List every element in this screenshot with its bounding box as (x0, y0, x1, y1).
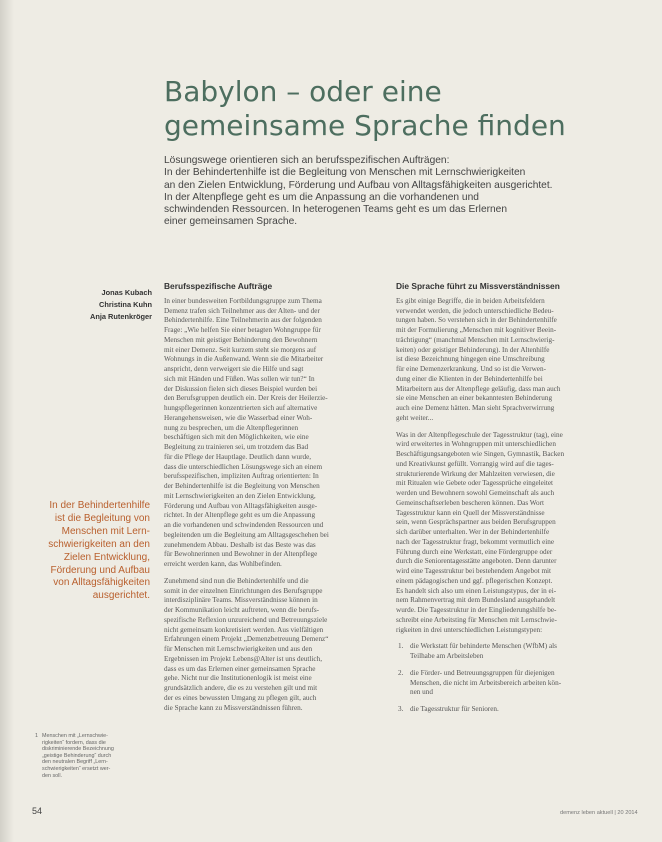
body-text-line: für die Pflege der Hauptlage. Deutlich dann wurde, (164, 452, 312, 461)
body-text-line: sich darüber unterhalten. Wer in der Behindertenhilfe (396, 528, 550, 536)
body-text-line: somit in der einzelnen Einrichtungen des Berufsgruppe (164, 586, 323, 595)
list-item-text: die Förder- und Betreuungsgruppen für diejenigen (410, 668, 555, 677)
list-item-text: die Werkstatt für behinderte Menschen (WfbM) als (410, 642, 557, 651)
body-text-line: berufsspezifischen, impliziten Auftrag orientierten: In (164, 472, 319, 481)
footnote-line: den neutralen Begriff „Lern- (42, 759, 108, 766)
body-text-line: Tagesstruktur kann ein Quell der Missverständnisse (396, 508, 545, 517)
body-text-line: und Kreativkunst gefüllt. Vorrangig wird auf die tages- (396, 459, 554, 468)
body-text-line: anspricht, denn verweigert sie die Hilfe und sagt (164, 365, 304, 373)
left-column (164, 282, 384, 713)
body-text-line: Menschen mit geistiger Behinderung den Bewohnern (164, 335, 318, 344)
list-item-number: 1. (398, 642, 404, 651)
body-text-line: Mitarbeitern aus der Altenpflege geläufig, dass man auch (396, 384, 561, 393)
body-text-line: nicht gemeinsam konkretisiert werden. Aus vielfältigen (164, 625, 324, 634)
body-text-line: Beschäftigungsangeboten wie Singen, Gymnastik, Backen (396, 450, 565, 458)
pull-quote-line: Menschen mit Lern- (61, 525, 150, 537)
body-text-line: beschäftigen sich mit den Möglichkeiten, wie eine (164, 433, 309, 442)
body-text-line: strukturierende Wirkung der Mahlzeiten verwiesen, die (396, 469, 555, 478)
paragraph-gap (396, 424, 616, 431)
footnote-line: „geistige Behinderung“ durch (42, 752, 112, 759)
pull-quote (18, 500, 150, 603)
footnote-line: schwierigkeiten“ ersetzt wer- (42, 765, 111, 772)
title-line: gemeinsame Sprache finden (164, 109, 566, 142)
body-text-line: Erfahrungen einem Projekt „Demenzbetreuung Demenz“ (164, 635, 329, 644)
lead-line: In der Behindertenhilfe ist die Begleitung von Menschen mit Lernschwierigkeiten (164, 167, 526, 179)
pull-quote-line: Zielen Entwicklung, (63, 551, 150, 563)
body-text-line: sein, wenn Gesprächspartner aus beiden Berufsgruppen (396, 518, 556, 527)
body-text-line: nem Rahmenvertrag mit dem Bundesland ausgehandelt (396, 596, 556, 605)
body-text-line: schreibt eine Arbeitsting für Menschen mit Lernschwie- (396, 615, 557, 624)
author-list (86, 287, 152, 323)
body-text-line: der Behindertenhilfe ist die Begleitung von Menschen (164, 482, 320, 490)
body-text-line: richtet. In der Altenpflege geht es um die Anpassung (164, 511, 316, 520)
body-text-line: mit der Formulierung „Menschen mit kognitiver Beein- (396, 326, 557, 334)
author-name: Anja Rutenkröger (89, 312, 152, 321)
right-column (396, 282, 616, 715)
body-text-line: wird erweitertes in Wohngruppen mit unterschiedlichen (396, 440, 556, 449)
body-text-line: Gemeinschaftserleben bescheren können. Das Wort (396, 498, 544, 507)
paragraph-gap (396, 698, 616, 705)
paragraph-gap (396, 662, 616, 669)
list-item-line (396, 679, 616, 689)
list-item-line (396, 705, 616, 715)
section-heading: Berufsspezifische Aufträge (164, 281, 273, 291)
list-item-text: nen und (410, 688, 433, 697)
body-text-line: an die vorhandenen und schwindenden Ressourcen und (164, 521, 324, 529)
body-text-line: Ergebnissen im Projekt Lebens@Alter ist uns deutlich, (164, 654, 322, 663)
list-item-line (396, 652, 616, 662)
lead-line: Lösungswege orientieren sich an berufsspezifischen Aufträgen: (164, 155, 450, 166)
list-item-line (396, 688, 616, 698)
lead-line: In der Altenpflege geht es um die Anpassung an die vorhandenen und (164, 191, 479, 203)
body-text-line: mit Ritualen wie Gebete oder Tagessprüche eingeleitet (396, 479, 554, 488)
body-text-line: Förderung und Aufbau von Alltagsfähigkeiten ausge- (164, 501, 318, 510)
body-text-line: dass es um das Erlernen einer gemeinsamen Sprache (164, 664, 316, 673)
footnote-number: 1 (35, 733, 38, 739)
numbered-list (396, 642, 616, 715)
journal-footer: demenz leben aktuell | 20 2014 (560, 810, 638, 816)
lead-line: einer gemeinsamen Sprache. (164, 216, 298, 228)
body-text-line: interdisziplinäre Teams. Missverständnisse können in (164, 596, 318, 605)
author-name: Christina Kuhn (99, 300, 152, 309)
pull-quote-line: In der Behindertenhilfe (49, 500, 150, 511)
body-text-line: ist diese Bezeichnung hingegen eine Umschreibung (396, 355, 545, 364)
body-text-line: keiten) oder geistiger Behinderung). In der Altenhilfe (396, 345, 550, 354)
body-text-line: geht weiter... (396, 413, 434, 422)
lead-line: an den Zielen Entwicklung, Förderung und Aufbau von Alltagsfähigkeiten ausgerichtet. (164, 179, 553, 191)
list-item-line (396, 642, 616, 652)
body-text-line: für eine Demenzerkrankung. Und so ist die Verwen- (396, 365, 546, 373)
body-text-line: durch die Seniorentagesstätte angeboten. Denn darunter (396, 557, 557, 566)
body-text-line: werden und Bewohnern sowohl Gemeinschaft als auch (396, 489, 555, 497)
body-text-line: nach der Tagesstruktur fragt, bekommt vermutlich eine (396, 537, 555, 546)
body-text-line: nung zu besprechen, um die Altenpflegerinnen (164, 423, 299, 432)
pull-quote-line: ausgerichtet. (92, 590, 150, 602)
author-name: Jonas Kubach (101, 288, 152, 297)
footnote-line: diskriminierende Bezeichnung (42, 746, 114, 753)
body-text-line: gehe. Nicht nur die Institutionenlogik ist meist eine (164, 674, 312, 683)
body-text-line: für Bewohnerinnen und Bewohner in der Altenpflege (164, 550, 318, 559)
article-lead (164, 155, 634, 229)
body-text-line: wird eine Tagesstruktur bei bestehendem Angebot mit (396, 567, 552, 575)
list-item-line (396, 669, 616, 679)
body-text-line: rigkeiten in drei unterschiedlichen Leistungstypen: (396, 625, 543, 634)
body-text-line: spezifische Reflexion unzureichend und Betreuungsziele (164, 615, 328, 624)
footnote-line: Menschen mit „Lernschwie- (42, 733, 108, 739)
body-text-line: Begleitung zu trainieren sei, um trotzdem das Bad (164, 443, 309, 451)
body-text-line: trächtigung“ (manchmal Menschen mit Lernschwierig- (396, 335, 555, 344)
page-number: 54 (32, 806, 43, 816)
body-text-line: erreicht werden kann, das Wohlbefinden. (164, 560, 282, 568)
body-text-line: begleitenden um die Begleitung am Alltagsgeschehen bei (164, 530, 329, 539)
paragraph-gap (164, 570, 384, 577)
footnote-line: rigkeiten“ fordern, dass die (42, 739, 106, 746)
pull-quote-line: von Alltagsfähigkeiten (53, 577, 150, 589)
body-text-line: der Diskussion fielen sich dieses Beispiel wurden bei (164, 384, 318, 393)
body-text-line: für Menschen mit Lernschwierigkeiten und aus den (164, 645, 313, 653)
lead-line: schwindenden Ressourcen. In heterogenen Teams geht es um das Erlernen (164, 204, 508, 216)
body-text-line: grundsätzlich andere, die es zu verstehen gilt und mit (164, 684, 318, 692)
body-text-line: die Sprache kann zu Missverständnissen führen. (164, 703, 303, 712)
footnote (35, 733, 148, 779)
pull-quote-line: ist die Begleitung von (54, 512, 150, 524)
footnote-line: den soll. (42, 772, 63, 779)
list-item-text: die Tagesstruktur für Senioren. (410, 705, 499, 713)
paragraph-gap (396, 635, 616, 642)
body-text-line: Wohnungs in die Außenwand. Wenn sie die Mitarbeiter (164, 355, 324, 364)
body-text-line: dass die unterschiedlichen Lösungswege sich an einem (164, 462, 323, 471)
article-title (164, 75, 624, 143)
section-heading: Die Sprache führt zu Missverständnissen (396, 281, 560, 291)
body-text-line: Was in der Altenpflegeschule der Tagesstruktur (tag), eine (396, 430, 563, 439)
body-text-line: Zunehmend sind nun die Behindertenhilfe und die (164, 576, 309, 585)
pull-quote-line: schwierigkeiten an den (48, 538, 150, 550)
body-text-line: Frage: „Wie helfen Sie einer betagten Wohngruppe für (164, 326, 321, 334)
body-text-line: Behindertenhilfe. Eine Teilnehmerin aus der folgenden (164, 316, 322, 325)
list-item-number: 2. (398, 668, 404, 677)
scan-shadow (0, 0, 14, 842)
body-text-line: zunehmendem Abbau. Deshalb ist das Beste was das (164, 540, 316, 549)
body-text-line: verwendet werden, die jedoch unterschiedliche Bedeu- (396, 306, 554, 315)
body-text-line: Es handelt sich also um einen Leistungstypus, der in ei- (396, 586, 557, 595)
body-text-line: Führung durch eine Werkstatt, eine Fördergruppe oder (396, 547, 553, 556)
title-line: Babylon – oder eine (164, 75, 442, 108)
body-text-line: In einer bundesweiten Fortbildungsgruppe zum Thema (164, 296, 322, 305)
list-item-number: 3. (398, 705, 404, 713)
body-text-line: mit einer Demenz. Seit kurzem steht sie morgens auf (164, 345, 317, 354)
body-text-line: sie eine Menschen an einer bekanntesten Behinderung (396, 394, 553, 403)
body-text-line: Herangehensweisen, wie die Wasserbad einer Woh- (164, 413, 313, 422)
pull-quote-line: Förderung und Aufbau (50, 564, 150, 576)
body-text-line: der es eines bewussten Umgang zu pflegen gilt, auch (164, 693, 317, 702)
body-text-line: einem pädagogischen und ggf. pflegerischen Konzept. (396, 576, 553, 585)
body-text-line: auch eine Demenz hätten. Man sieht Sprachverwirrung (396, 404, 555, 412)
body-text-line: tungen haben. So verstehen sich in der Behindertenhilfe (396, 316, 557, 325)
body-text-line: sich mit Händen und Füßen. Was sollen wir tun?“ In (164, 374, 315, 383)
body-text-line: Es gibt einige Begriffe, die in beiden Arbeitsfeldern (396, 296, 545, 305)
list-item-text: Teilhabe am Arbeitsleben (410, 652, 484, 660)
body-text-line: hungspflegerinnen konzentrierten sich auf alternative (164, 404, 318, 412)
list-item-text: Menschen, die nicht im Arbeitsbereich arbeiten kön- (410, 678, 562, 687)
body-text-line: mit Lernschwierigkeiten an den Zielen Entwicklung, (164, 491, 316, 500)
body-text-line: wurde. Die Tagesstruktur in der Eingliederungshilfe be- (396, 606, 557, 614)
body-text-line: Demenz trafen sich Teilnehmer aus der Alten- und der (164, 306, 320, 315)
body-text-line: den Berufsgruppen deutlich ein. Der Kreis der Heilerzie- (164, 394, 328, 403)
body-text-line: dung einer die Klienten in der Behindertenhilfe bei (396, 374, 543, 383)
body-text-line: der Kommunikation leicht auftreten, wenn die berufs- (164, 606, 320, 614)
